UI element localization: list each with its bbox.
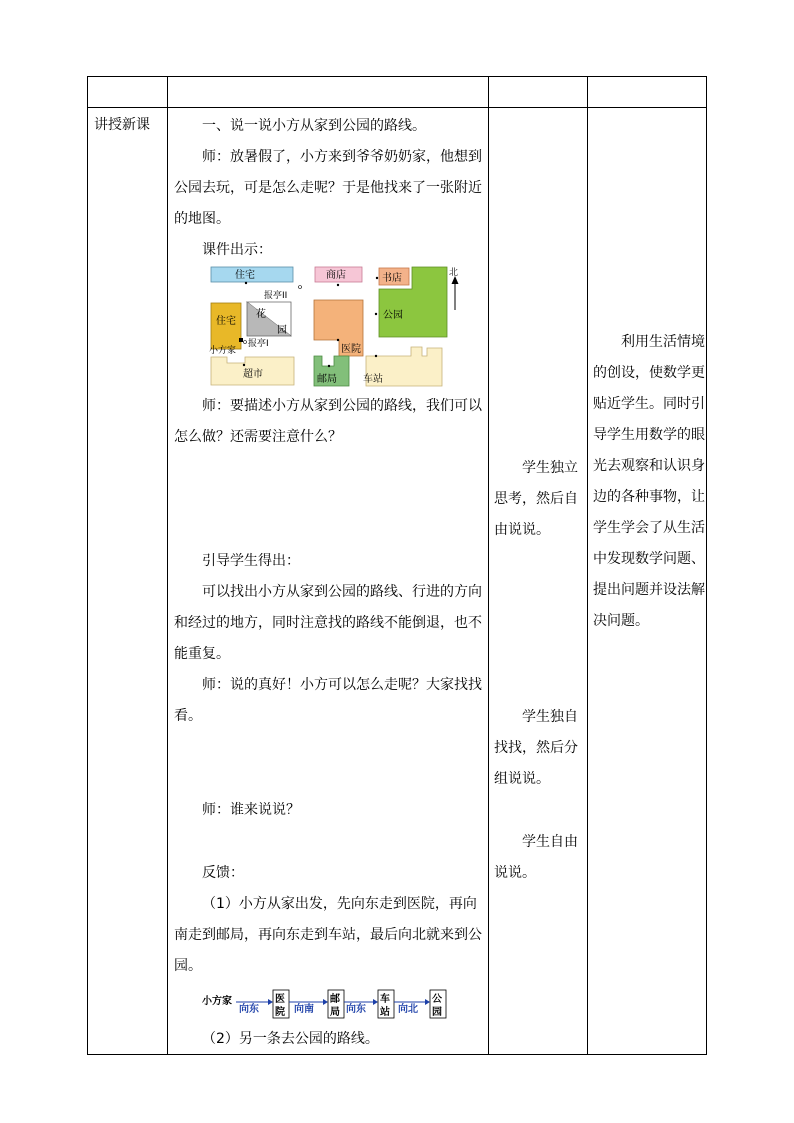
flow-place-1: 医 (275, 994, 285, 1005)
neighborhood-map (205, 262, 459, 388)
who-text: 师：谁来说说？ (202, 802, 300, 818)
flow-start: 小方家 (202, 996, 232, 1007)
route-one: （1）小方从家出发，先向东走到医院，再向南走到邮局，再向东走到车站，最后向北就来到公园。 (174, 896, 482, 974)
svg-text:院: 院 (275, 1007, 285, 1018)
route-flow (196, 988, 466, 1020)
hospital-label: 医院 (341, 344, 361, 355)
flow-dir-2: 向南 (294, 1004, 314, 1015)
praise-text: 师：说的真好！小方可以怎么走呢？大家找找看。 (174, 677, 482, 724)
flow-place-4: 公 (432, 994, 442, 1005)
question-text: 师：要描述小方从家到公园的路线，我们可以怎么做？还需要注意什么？ (174, 398, 482, 445)
garden-label-2: 园 (277, 325, 287, 336)
post-label: 邮局 (317, 374, 337, 385)
park-label: 公园 (383, 310, 403, 321)
student-activity-2: 学生独自找找，然后分组说说。 (494, 709, 578, 787)
route-two: （2）另一条去公园的路线。 (202, 1031, 379, 1047)
svg-text:局: 局 (330, 1007, 340, 1018)
house-top-label: 住宅 (235, 270, 255, 281)
design-intent: 利用生活情境的创设，使数学更贴近学生。同时引导学生用数学的眼光去观察和认识身边的各种事物，让学生学会了从生活中发现数学问题、提出问题并设法解决问题。 (593, 334, 705, 629)
teacher-intro: 师：放暑假了，小方来到爷爷奶奶家，他想到公园去玩，可是怎么走呢？于是他找来了一张附近的地图。 (174, 149, 482, 227)
conclusion-text: 可以找出小方从家到公园的路线、行进的方向和经过的地方，同时注意找的路线不能倒退，也不能重复。 (174, 584, 482, 662)
stage-label: 讲授新课 (94, 117, 150, 133)
kiosk1-label: 报亭I (248, 339, 269, 349)
market-label: 超市 (243, 369, 263, 380)
garden-label-1: 花 (256, 309, 266, 320)
house-left-label: 住宅 (216, 316, 236, 327)
shop-label: 商店 (326, 270, 346, 281)
student-activity-1: 学生独立思考，然后自由说说。 (494, 460, 578, 538)
svg-text:园: 园 (432, 1007, 442, 1018)
flow-dir-4: 向北 (398, 1004, 418, 1015)
lesson-heading: 一、说一说小方从家到公园的路线。 (202, 118, 426, 134)
north-label: 北 (449, 268, 459, 278)
guide-text: 引导学生得出： (202, 553, 300, 569)
flow-place-3: 车 (380, 994, 390, 1005)
flow-place-2: 邮 (330, 994, 340, 1005)
flow-dir-1: 向东 (239, 1004, 259, 1015)
kiosk2-label: 报亭II (264, 291, 288, 301)
bookstore-label: 书店 (382, 273, 402, 284)
student-activity-3: 学生自由说说。 (494, 834, 578, 881)
slide-label: 课件出示： (202, 242, 272, 258)
station-label: 车站 (363, 374, 383, 385)
flow-dir-3: 向东 (346, 1004, 366, 1015)
svg-text:站: 站 (380, 1007, 390, 1018)
home-label: 小方家 (209, 346, 237, 356)
feedback-label: 反馈： (202, 865, 244, 881)
